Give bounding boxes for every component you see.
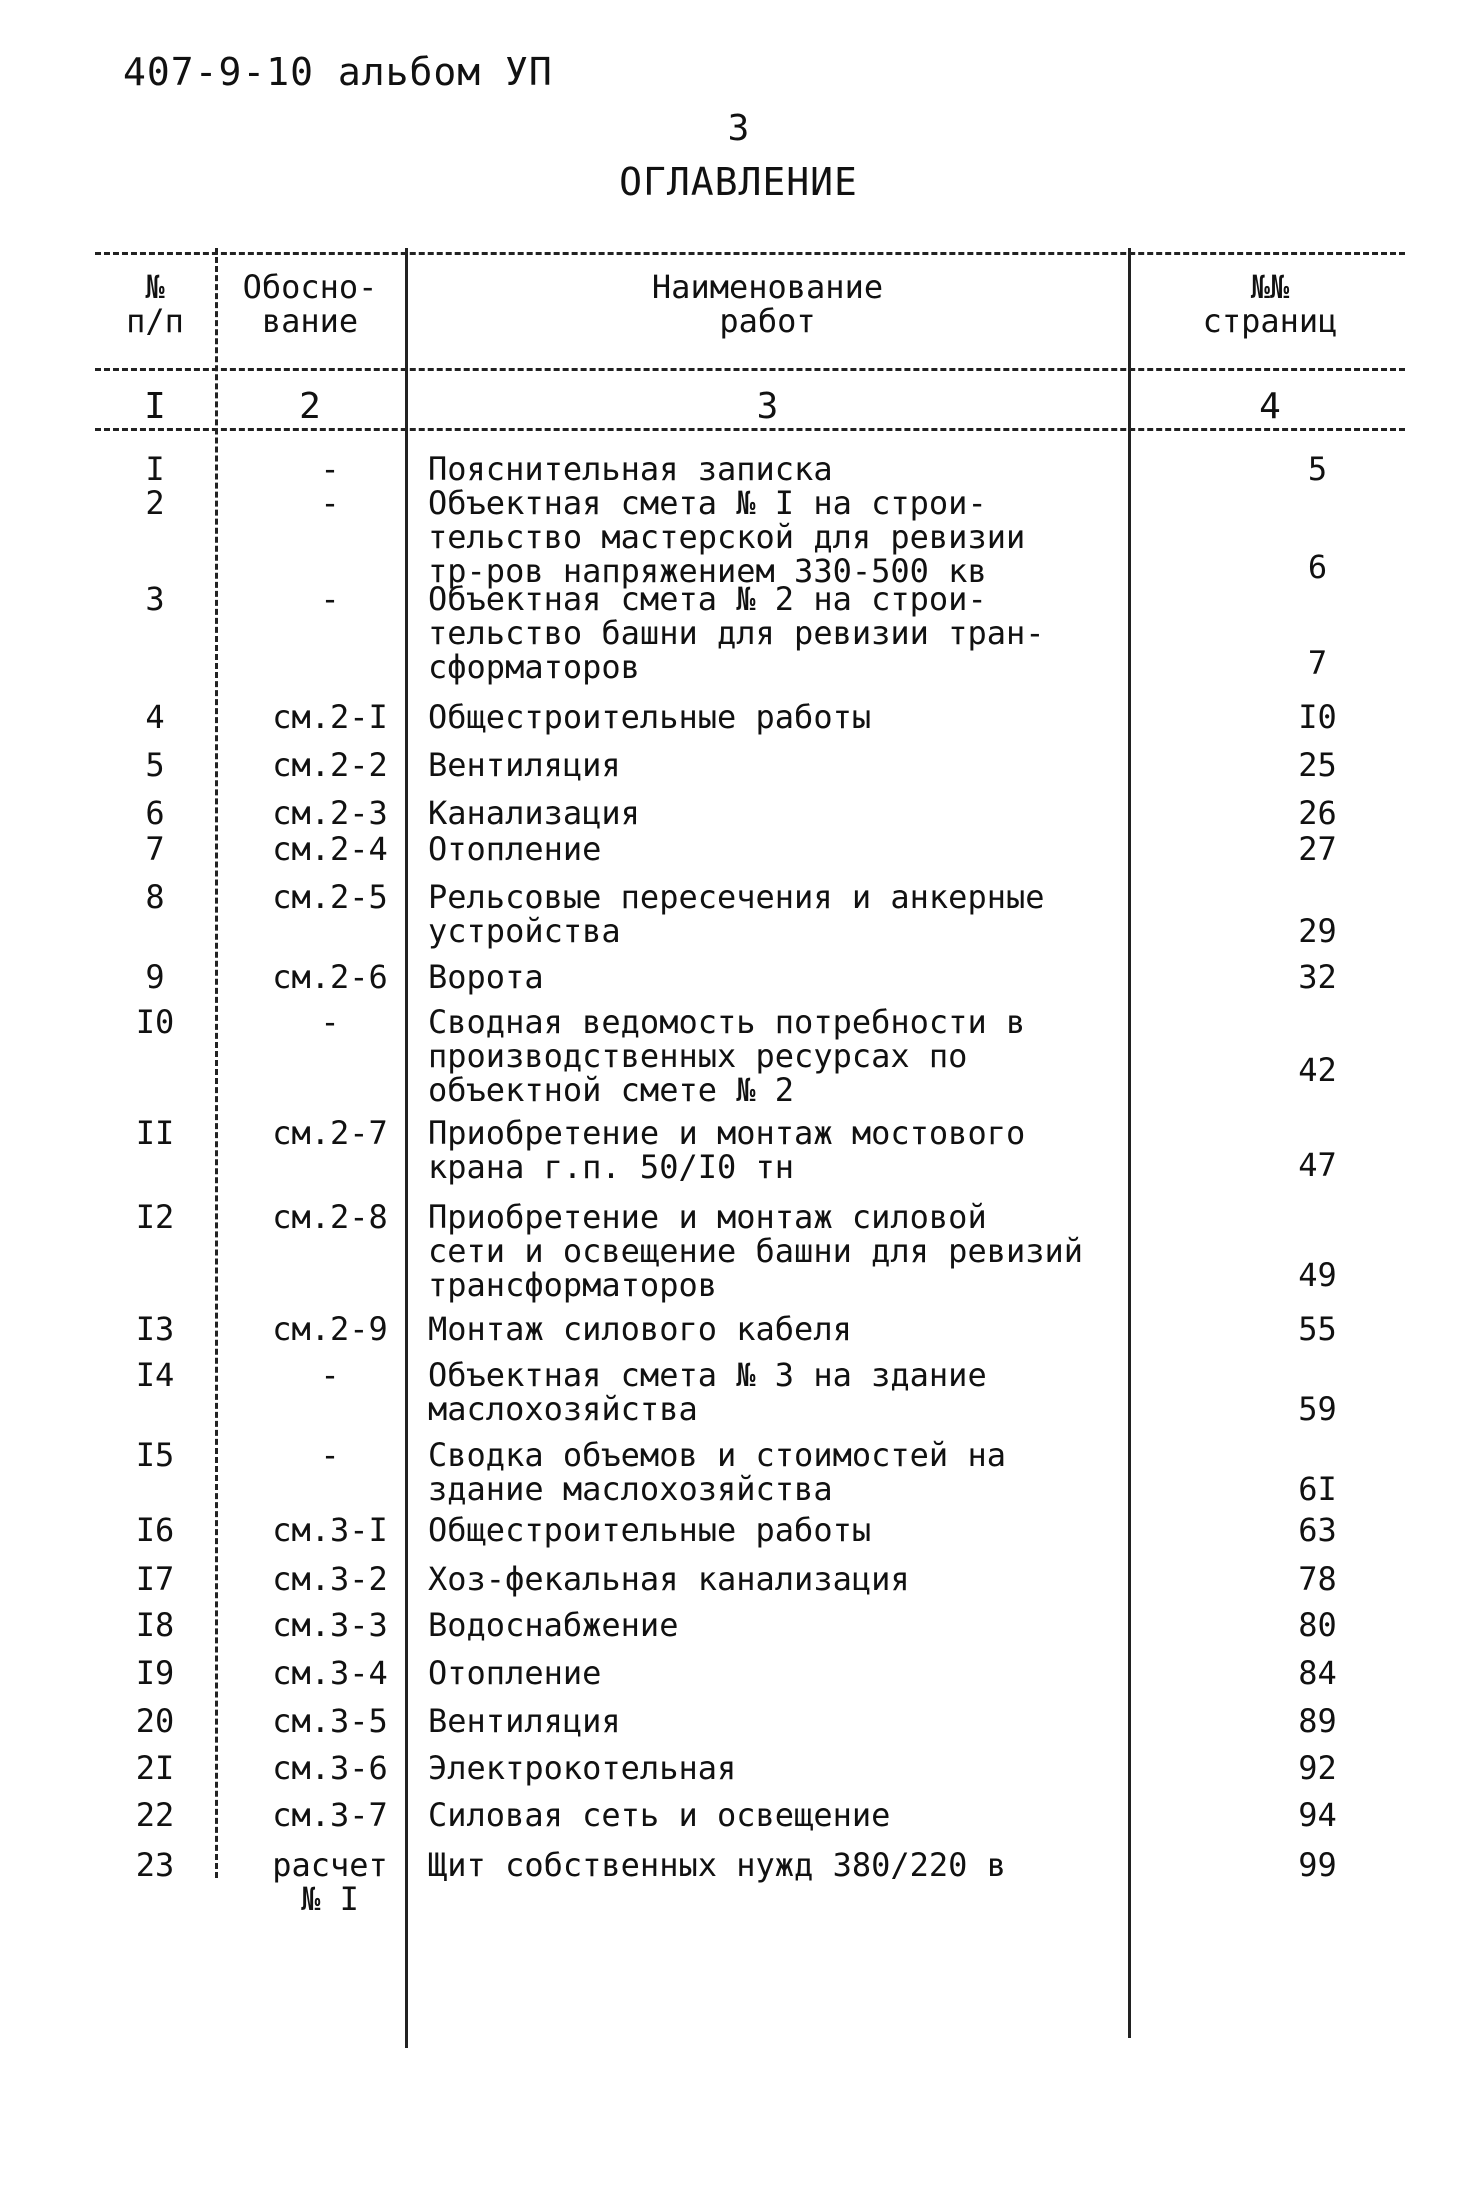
row-number: I2 — [135, 1198, 175, 1236]
row-page: 78 — [1298, 1560, 1337, 1598]
row-name: Электрокотельная — [428, 1749, 737, 1787]
row-name: Общестроительные работы — [428, 698, 872, 736]
row-name: Вентиляция — [428, 746, 621, 784]
row-page: 6 — [1307, 548, 1328, 586]
row-number: I8 — [135, 1606, 175, 1644]
row-name: Общестроительные работы — [428, 1511, 872, 1549]
row-number: I3 — [135, 1310, 175, 1348]
row-page: 32 — [1298, 958, 1337, 996]
row-page: 80 — [1298, 1606, 1337, 1644]
row-page: I0 — [1298, 698, 1337, 736]
row-number: 4 — [145, 698, 165, 736]
row-number: 2I — [135, 1749, 175, 1787]
row-name: Вентиляция — [428, 1702, 621, 1740]
row-basis: - — [320, 450, 340, 488]
row-basis: - — [320, 1356, 340, 1394]
row-number: 8 — [145, 878, 165, 916]
header-bottom-rule — [95, 368, 1405, 371]
row-page: 26 — [1298, 794, 1337, 832]
row-page: 99 — [1298, 1846, 1337, 1884]
page-number: 3 — [727, 108, 750, 149]
row-basis: - — [320, 1436, 340, 1474]
row-page: 42 — [1298, 1051, 1337, 1089]
row-basis: см.2-9 — [272, 1310, 388, 1348]
row-number: 5 — [145, 746, 165, 784]
column-number-3: 3 — [756, 386, 779, 427]
column-number-4: 4 — [1259, 386, 1281, 427]
row-basis: - — [320, 484, 340, 522]
row-number: 23 — [135, 1846, 175, 1884]
row-name: Пояснительная записка — [428, 450, 833, 488]
row-number: I — [145, 450, 165, 488]
row-number: I5 — [135, 1436, 175, 1474]
row-basis: см.3-4 — [272, 1654, 388, 1692]
row-number: 22 — [135, 1796, 175, 1834]
row-name: Сводка объемов и стоимостей на здание маслохозяйства — [428, 1436, 1006, 1508]
row-basis: см.3-7 — [272, 1796, 388, 1834]
row-name: Сводная ведомость потребности в производственных ресурсах по объектной смете № 2 — [428, 1003, 1026, 1109]
row-basis: см.3-3 — [272, 1606, 388, 1644]
header-top-rule — [95, 252, 1405, 255]
table-of-contents — [95, 248, 1405, 2048]
row-page: 89 — [1298, 1702, 1337, 1740]
row-basis: расчет № I — [272, 1846, 388, 1918]
row-basis: см.3-6 — [272, 1749, 388, 1787]
row-page: 47 — [1298, 1146, 1337, 1184]
row-name: Объектная смета № 2 на строи- тельство башни для ревизии тран- сформаторов — [428, 580, 1045, 686]
header-name: Наименование работ — [651, 268, 884, 340]
row-page: 59 — [1298, 1390, 1337, 1428]
row-basis: см.2-5 — [272, 878, 388, 916]
row-name: Объектная смета № I на строи- тельство мастерской для ревизии тр-ров напряжением 330-500 кв — [428, 484, 1026, 590]
row-name: Канализация — [428, 794, 640, 832]
row-page: 84 — [1298, 1654, 1337, 1692]
row-number: II — [135, 1114, 175, 1152]
row-number: I9 — [135, 1654, 175, 1692]
row-number: 2 — [145, 484, 165, 522]
document-code: 407-9-10 альбом УП — [123, 50, 553, 94]
row-basis: - — [320, 580, 340, 618]
row-number: I6 — [135, 1511, 175, 1549]
row-number: 20 — [135, 1702, 175, 1740]
row-page: 94 — [1298, 1796, 1337, 1834]
row-basis: см.3-5 — [272, 1702, 388, 1740]
row-name: Силовая сеть и освещение — [428, 1796, 891, 1834]
column-number-1: I — [144, 386, 166, 427]
row-page: 55 — [1298, 1310, 1337, 1348]
row-basis: см.2-7 — [272, 1114, 388, 1152]
column-number-2: 2 — [299, 386, 321, 427]
column-number-rule — [95, 428, 1405, 431]
row-page: 6I — [1298, 1470, 1337, 1508]
row-name: Хоз-фекальная канализация — [428, 1560, 910, 1598]
row-number: 6 — [145, 794, 165, 832]
page-title: ОГЛАВЛЕНИЕ — [619, 160, 858, 204]
row-name: Ворота — [428, 958, 544, 996]
row-number: I4 — [135, 1356, 175, 1394]
row-page: 27 — [1298, 830, 1337, 868]
row-name: Приобретение и монтаж мостового крана г.п. 50/I0 тн — [428, 1114, 1026, 1186]
row-basis: см.2-8 — [272, 1198, 388, 1236]
column-divider-1 — [215, 248, 218, 1878]
row-name: Объектная смета № 3 на здание маслохозяйства — [428, 1356, 987, 1428]
row-basis: см.2-3 — [272, 794, 388, 832]
row-page: 92 — [1298, 1749, 1337, 1787]
row-basis: см.2-I — [272, 698, 388, 736]
header-basis: Обосно- вание — [242, 268, 378, 340]
header-num: № п/п — [126, 268, 184, 340]
row-page: 63 — [1298, 1511, 1337, 1549]
row-basis: см.3-2 — [272, 1560, 388, 1598]
row-name: Отопление — [428, 830, 602, 868]
row-name: Приобретение и монтаж силовой сети и освещение башни для ревизий трансформаторов — [428, 1198, 1084, 1304]
row-number: 9 — [145, 958, 165, 996]
row-name: Монтаж силового кабеля — [428, 1310, 852, 1348]
row-number: I7 — [135, 1560, 175, 1598]
row-number: 3 — [145, 580, 165, 618]
row-page: 29 — [1298, 912, 1337, 950]
row-name: Водоснабжение — [428, 1606, 679, 1644]
row-name: Отопление — [428, 1654, 602, 1692]
row-page: 25 — [1298, 746, 1337, 784]
row-page: 5 — [1307, 450, 1328, 488]
row-basis: см.3-I — [272, 1511, 388, 1549]
row-name: Щит собственных нужд 380/220 в — [428, 1846, 1006, 1884]
row-basis: см.2-6 — [272, 958, 388, 996]
row-basis: - — [320, 1003, 340, 1041]
row-page: 49 — [1298, 1256, 1337, 1294]
row-basis: см.2-4 — [272, 830, 388, 868]
row-basis: см.2-2 — [272, 746, 388, 784]
header-page: №№ страниц — [1202, 268, 1338, 340]
row-name: Рельсовые пересечения и анкерные устройства — [428, 878, 1045, 950]
row-number: 7 — [145, 830, 165, 868]
row-number: I0 — [135, 1003, 175, 1041]
row-page: 7 — [1307, 644, 1328, 682]
